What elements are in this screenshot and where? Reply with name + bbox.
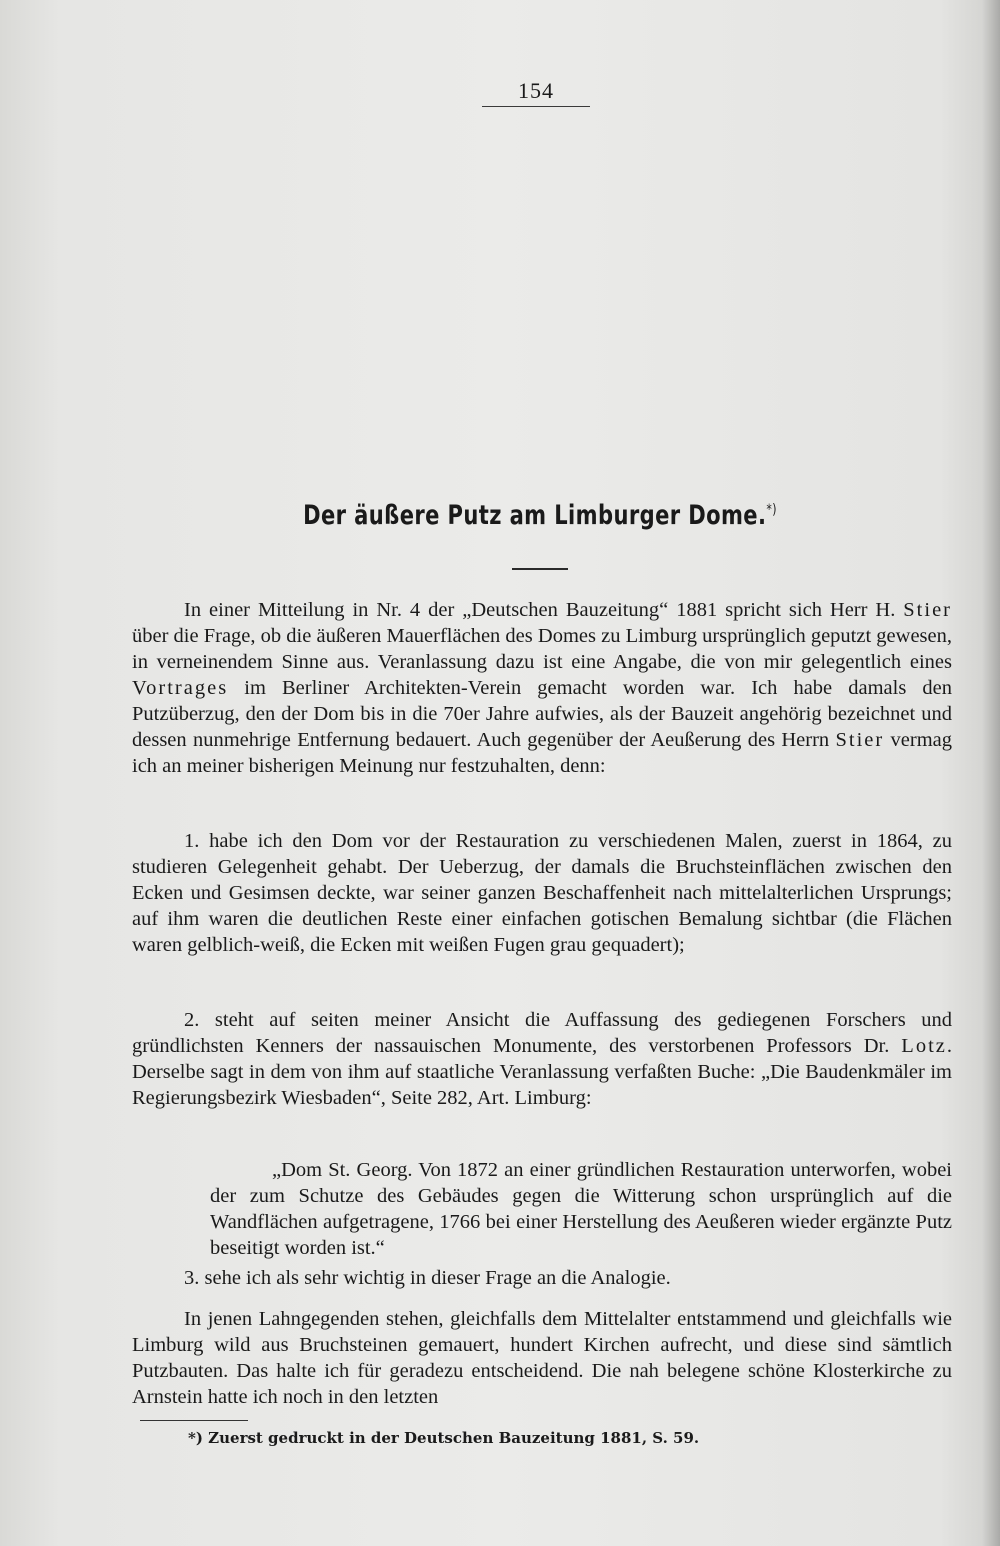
paragraph-intro xyxy=(132,597,952,779)
paragraph-continuation xyxy=(132,1306,952,1410)
footnote-rule xyxy=(140,1420,248,1421)
list-item-3 xyxy=(132,1265,952,1291)
quote-text: „Dom St. Georg. Von 1872 an einer gründlichen Restauration unterworfen, wobei der zum Schutze des Gebäudes gegen die Witterung schon ursprünglich auf die Wandflächen aufgetragene, 1766 bei einer Herstellung des Aeußeren wieder ergänzte Putz beseitigt worden ist.“ xyxy=(210,1159,952,1259)
list-item-2 xyxy=(132,1007,952,1111)
block-quote xyxy=(132,1157,952,1261)
name-stier-1: Stier xyxy=(903,599,952,621)
intro-text-b: über die Frage, ob die äußeren Mauerflächen des Domes zu Limburg ursprünglich geputzt gewesen, in verneinendem Sinne aus. Veranlassung dazu ist eine Angabe, die von mir gelegentlich eines xyxy=(132,625,952,673)
title-footnote-marker: *) xyxy=(766,502,777,518)
item-1-text: 1. habe ich den Dom vor der Restauration zu verschiedenen Malen, zuerst in 1864, zu studieren Gelegenheit gehabt. Der Ueberzug, der damals die Bruchsteinflächen zwischen den Ecken und Gesimsen deckte, war seiner ganzen Beschaffenheit nach mittelalterlichen Ursprungs; auf ihm waren die deutlichen Reste einer einfachen gotischen Bemalung sichtbar (die Flächen waren gelblich-weiß, die Ecken mit weißen Fugen grau gequadert); xyxy=(132,830,952,956)
item-2-text-b: . Derselbe sagt in dem von ihm auf staatliche Veranlassung verfaßten Buche: „Die Baudenkmäler im Regierungsbezirk Wiesbaden“, Seite 282, Art. Limburg: xyxy=(132,1035,952,1109)
intro-text-d: vermag ich an meiner bisherigen Meinung nur festzuhalten, denn: xyxy=(132,729,952,777)
list-item-1 xyxy=(132,828,952,958)
continuation-text: In jenen Lahngegenden stehen, gleichfalls dem Mittelalter entstammend und gleichfalls wie Limburg wild aus Bruchsteinen gemauert, hundert Kirchen aufrecht, und diese sind sämtlich Putzbauten. Das halte ich für geradezu entscheidend. Die nah belegene schöne Klosterkirche zu Arnstein hatte ich noch in den letzten xyxy=(132,1308,952,1408)
intro-text-c: im Berliner Architekten-Verein gemacht worden war. Ich habe damals den Putzüberzug, den der Dom bis in die 70er Jahre aufwies, als der Bauzeit angehörig bezeichnet und dessen nunmehrige Entfernung bedauert. Auch gegenüber der Aeußerung des Herrn xyxy=(132,677,952,751)
name-stier-2: Stier xyxy=(835,729,885,751)
footnote: *) Zuerst gedruckt in der Deutschen Bauzeitung 1881, S. 59. xyxy=(188,1429,700,1447)
header-rule xyxy=(482,106,590,107)
title-text: Der äußere Putz am Limburger Dome. xyxy=(303,500,767,531)
word-vortrages: Vortrages xyxy=(132,677,229,699)
title-rule xyxy=(512,568,568,570)
intro-text-a: In einer Mitteilung in Nr. 4 der „Deutschen Bauzeitung“ 1881 spricht sich Herr H. xyxy=(184,599,904,621)
item-3-text: 3. sehe ich als sehr wichtig in dieser Frage an die Analogie. xyxy=(184,1267,671,1289)
article-title xyxy=(119,500,899,531)
name-lotz: Lotz xyxy=(901,1035,947,1057)
page-number: 154 xyxy=(518,78,554,103)
page-edge-shadow xyxy=(982,0,1000,1546)
item-2-text-a: 2. steht auf seiten meiner Ansicht die Auffassung des gediegenen Forschers und gründlichsten Kenners der nassauischen Monumente, des verstorbenen Professors Dr. xyxy=(132,1009,952,1057)
